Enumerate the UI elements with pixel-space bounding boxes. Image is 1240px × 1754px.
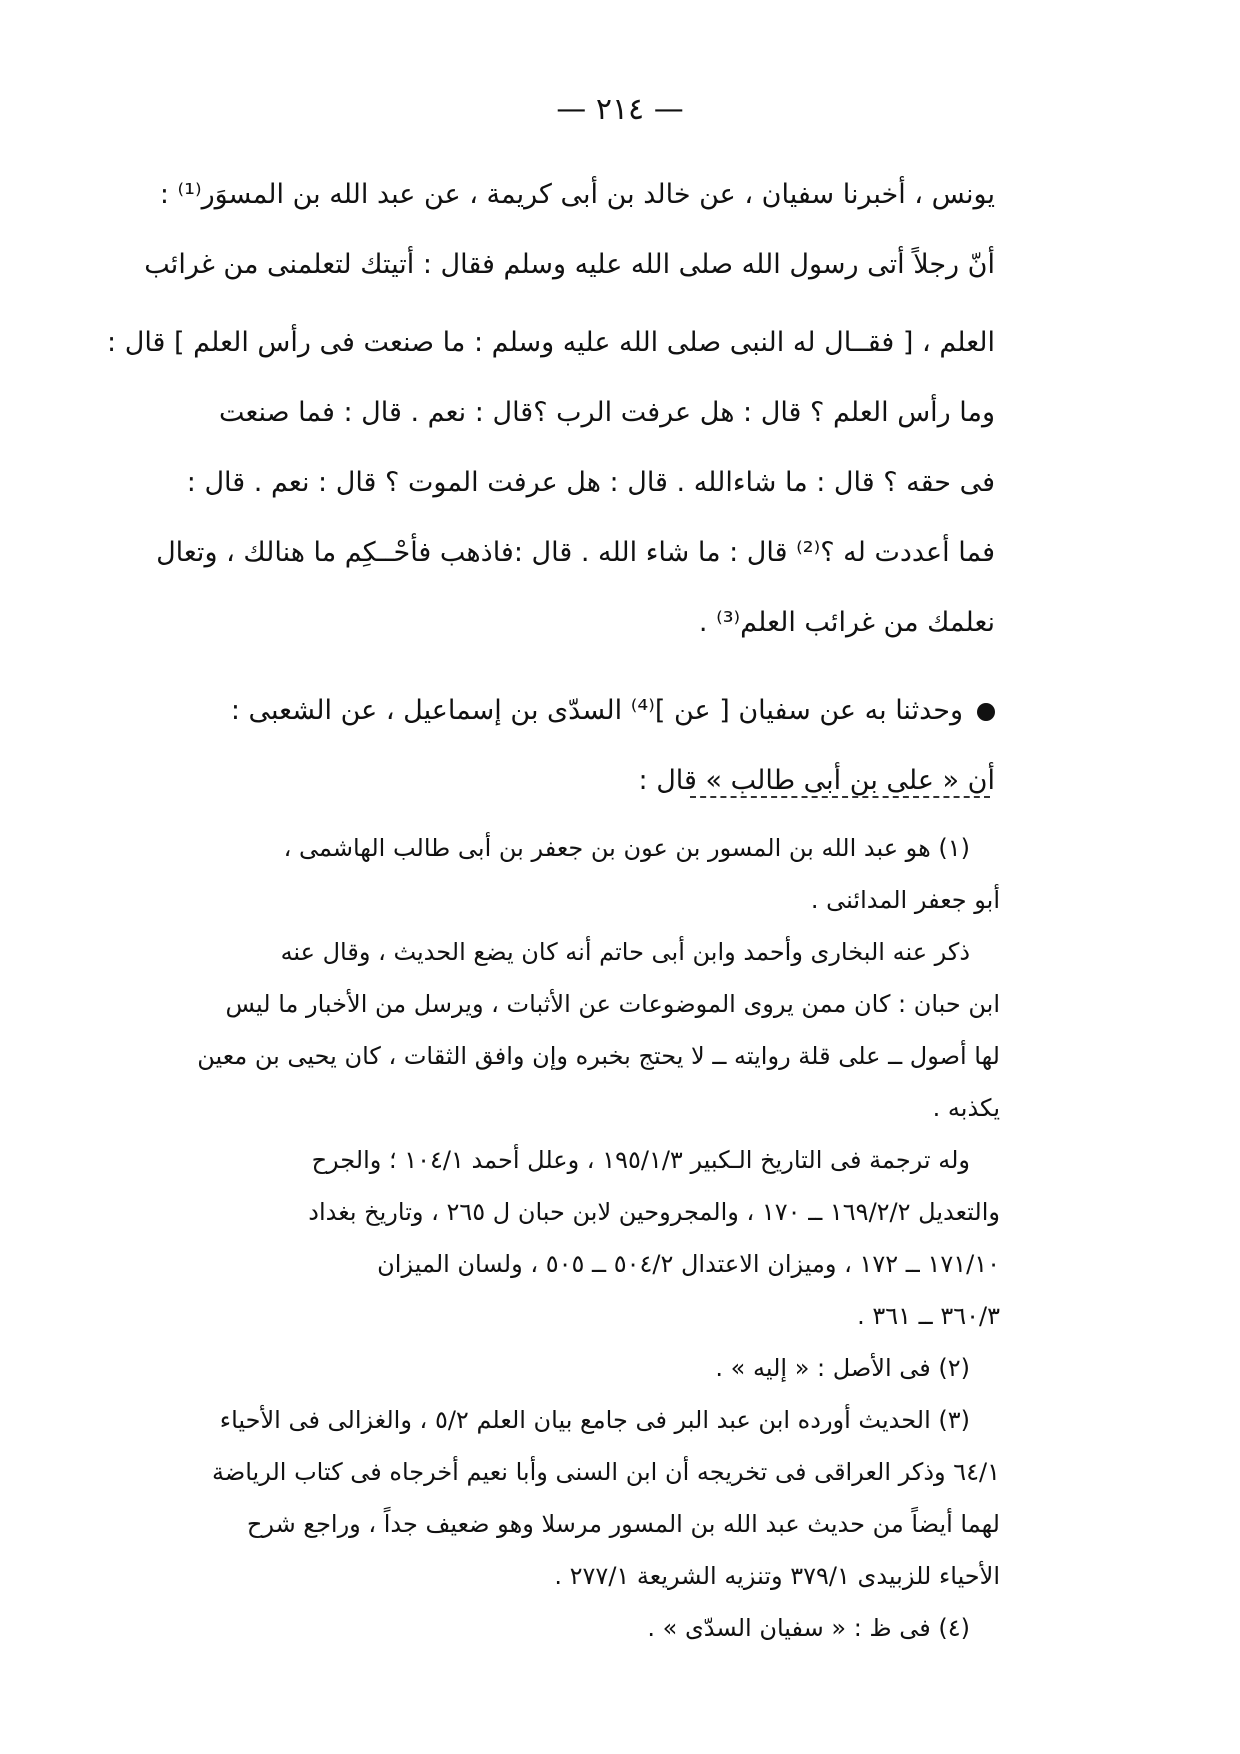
- footnote-line: (٤) فى ظ : « سفيان السدّى » .: [647, 1614, 970, 1642]
- footnote-separator: [690, 796, 990, 798]
- footnote-line: والتعديل ١٦٩/٢/٢ ــ ١٧٠ ، والمجروحين لابن حبان ل ٢٦٥ ، وتاريخ بغداد: [308, 1198, 1000, 1226]
- page-number: — ٢١٤ —: [556, 92, 684, 127]
- footnote-line: يكذبه .: [932, 1094, 1000, 1122]
- text-line: يونس ، أخبرنا سفيان ، عن خالد بن أبى كريمة ، عن عبد الله بن المسوَر⁽¹⁾ :: [159, 179, 995, 210]
- text-line: العلم ، [ فقــال له النبى صلى الله عليه وسلم : ما صنعت فى رأس العلم ] قال :: [107, 327, 995, 358]
- footnote-line: وله ترجمة فى التاريخ الـكبير ١٩٥/١/٣ ، وعلل أحمد ١٠٤/١ ؛ والجرح: [311, 1146, 970, 1174]
- footnote-line: الأحياء للزبيدى ٣٧٩/١ وتنزيه الشريعة ٢٧٧/١ .: [554, 1562, 1000, 1590]
- footnote-line: لها أصول ــ على قلة روايته ــ لا يحتج بخبره وإن وافق الثقات ، كان يحيى بن معين: [197, 1042, 1000, 1070]
- footnote-line: ٦٤/١ وذكر العراقى فى تخريجه أن ابن السنى وأبا نعيم أخرجاه فى كتاب الرياضة: [211, 1458, 1000, 1486]
- footnote-line: ١٧١/١٠ ــ ١٧٢ ، وميزان الاعتدال ٥٠٤/٢ ــ ٥٠٥ ، ولسان الميزان: [377, 1250, 1000, 1278]
- footnote-line: (٣) الحديث أورده ابن عبد البر فى جامع بيان العلم ٥/٢ ، والغزالى فى الأحياء: [219, 1406, 970, 1434]
- text-line: وحدثنا به عن سفيان [ عن ]⁽⁴⁾ السدّى بن إسماعيل ، عن الشعبى :: [230, 695, 963, 726]
- text-line: أن « على بن أبى طالب » قال :: [638, 765, 995, 796]
- main-text: [107, 160, 995, 816]
- text-line: فما أعددت له ؟⁽²⁾ قال : ما شاء الله . قال :فاذهب فأحْــكِم ما هنالك ، وتعال: [156, 537, 995, 568]
- footnote-line: ابن حبان : كان ممن يروى الموضوعات عن الأثبات ، ويرسل من الأخبار ما ليس: [225, 990, 1000, 1018]
- text-line: أنّ رجلاً أتى رسول الله صلى الله عليه وسلم فقال : أتيتك لتعلمنى من غرائب: [144, 249, 995, 280]
- bullet-icon: [977, 703, 995, 721]
- footnote-line: لهما أيضاً من حديث عبد الله بن المسور مرسلا وهو ضعيف جداً ، وراجع شرح: [246, 1510, 1000, 1538]
- text-line: وما رأس العلم ؟ قال : هل عرفت الرب ؟قال : نعم . قال : فما صنعت: [218, 397, 995, 428]
- footnote-line: (٢) فى الأصل : « إليه » .: [715, 1354, 970, 1382]
- text-line: فى حقه ؟ قال : ما شاءالله . قال : هل عرفت الموت ؟ قال : نعم . قال :: [186, 467, 995, 498]
- footnotes: [150, 822, 1000, 1654]
- footnote-line: ذكر عنه البخارى وأحمد وابن أبى حاتم أنه كان يضع الحديث ، وقال عنه: [280, 938, 970, 966]
- footnote-line: ٣٦٠/٣ ــ ٣٦١ .: [857, 1302, 1000, 1330]
- text-line: نعلمك من غرائب العلم⁽³⁾ .: [698, 607, 995, 638]
- text-line-bulleted: [150, 676, 995, 746]
- footnote-line: أبو جعفر المدائنى .: [810, 886, 1000, 914]
- footnote-line: (١) هو عبد الله بن المسور بن عون بن جعفر بن أبى طالب الهاشمى ،: [283, 834, 970, 862]
